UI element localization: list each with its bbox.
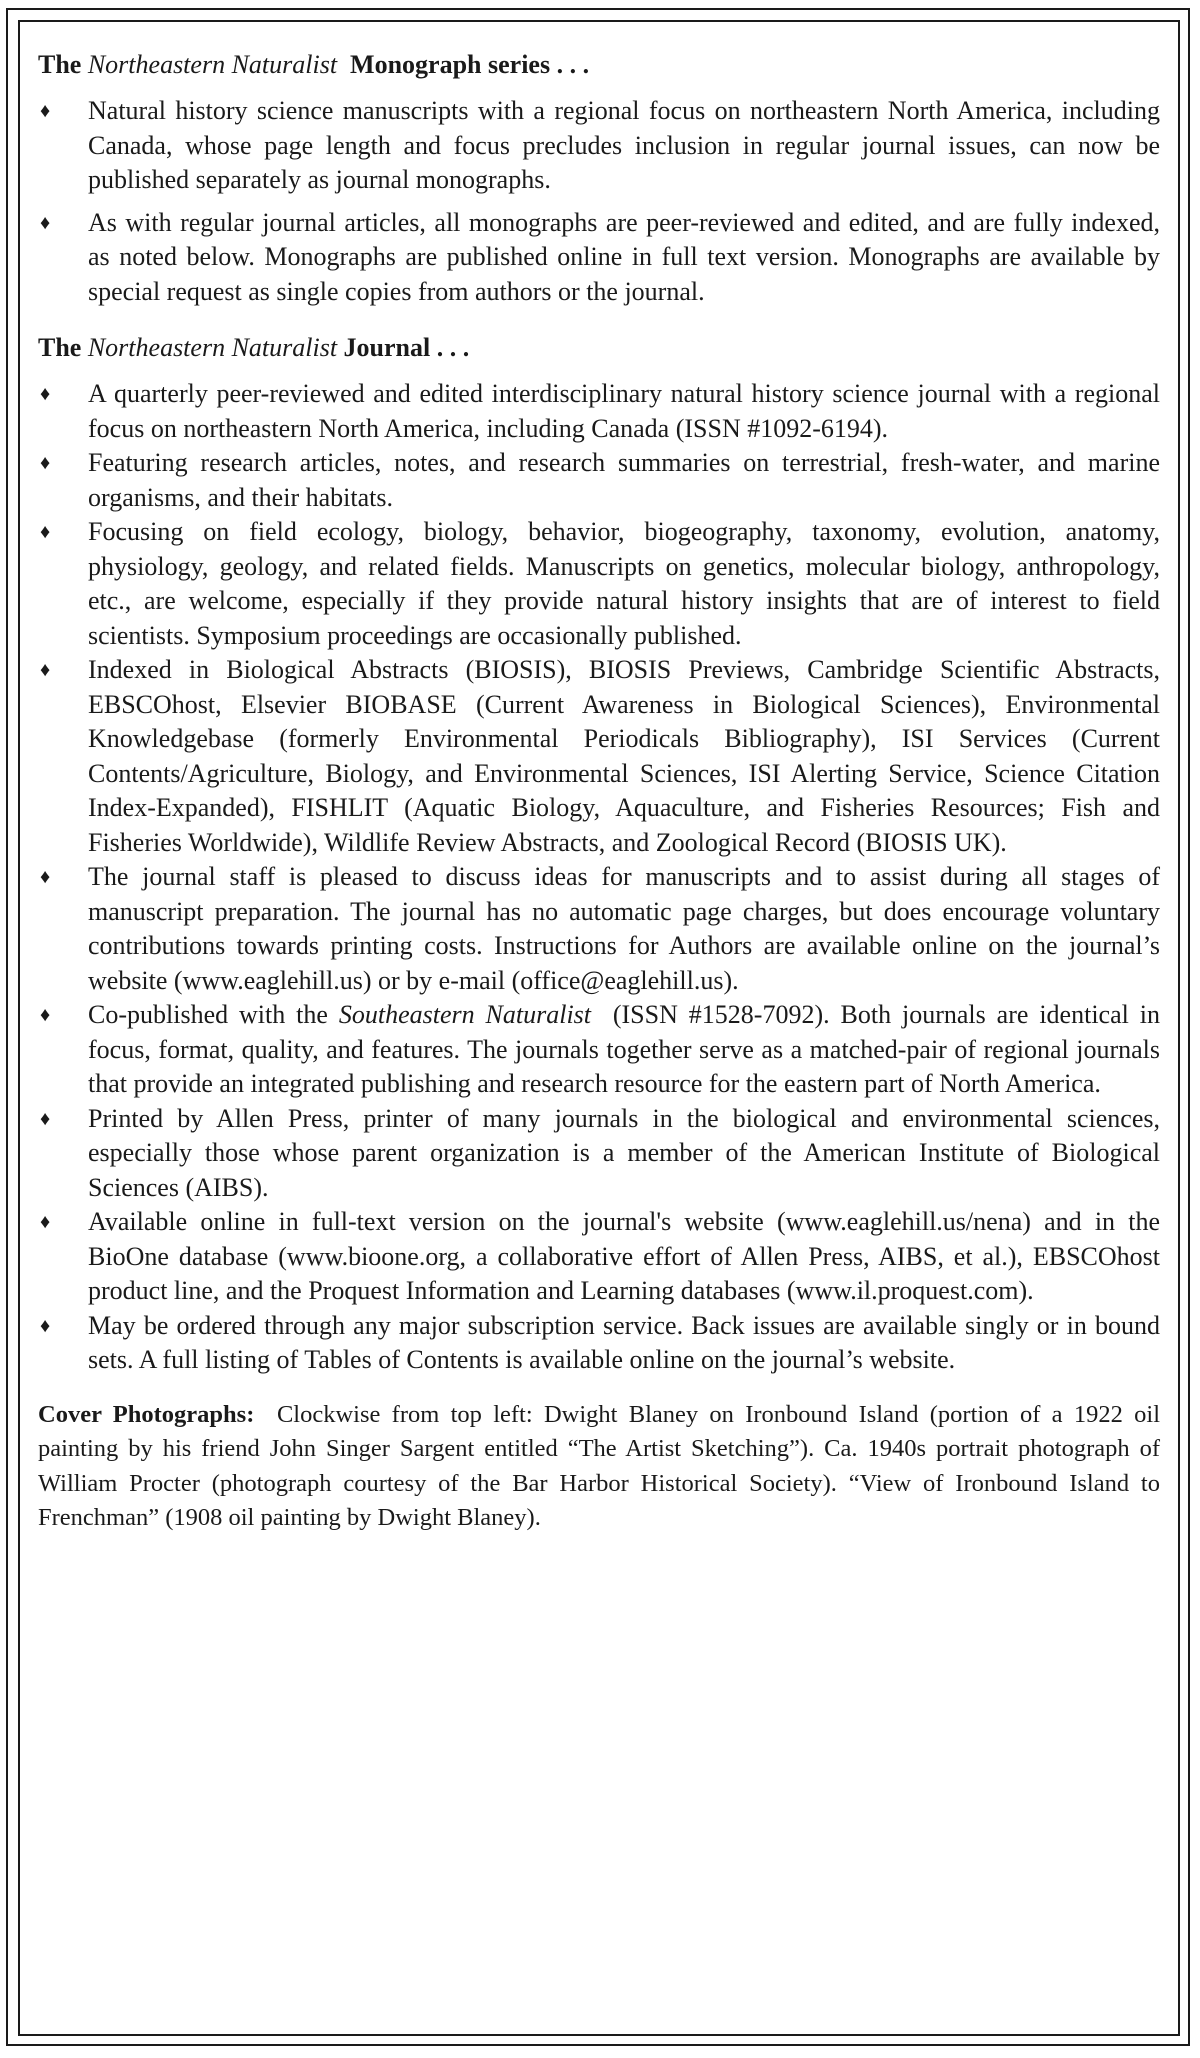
cover-photographs-caption: Cover Photographs: Clockwise from top left: Dwight Blaney on Ironbound Island (portion of a 1922 oil painting by his friend John Singer Sargent entitled “The Artist Sketching”). Ca. 1940s portrait photograph of William Procter (photograph courtesy of the Bar Harbor Historical Society). “View of Ironbound Island to Frenchman” (1908 oil painting by Dwight Blaney).	[38, 1400, 1167, 1531]
list-item: ♦ Co-published with the Southeastern Naturalist (ISSN #1528-7092). Both journals are identical in focus, format, quality, and features. The journals together serve as a matched-pair of regional journals that provide an integrated publishing and research resource for the eastern part of North America.	[40, 1000, 1167, 1098]
list-item: ♦ The journal staff is pleased to discuss ideas for manuscripts and to assist during all stages of manuscript preparation. The journal has no automatic page charges, but does encourage voluntary contributions towards printing costs. Instructions for Authors are available online on the journal’s website (www.eaglehill.us) or by e-mail (office@eaglehill.us).	[40, 862, 1160, 995]
diamond-bullet-icon: ♦	[40, 1004, 51, 1026]
list-item: ♦ Focusing on field ecology, biology, behavior, biogeography, taxonomy, evolution, anatomy, physiology, geology, and related fields. Manuscripts on genetics, molecular biology, anthropology, etc., are welcome, especially if they provide natural history insights that are of interest to field scientists. Symposium proceedings are occasionally published.	[40, 517, 1160, 650]
diamond-bullet-icon: ♦	[40, 866, 51, 888]
list-item: ♦ As with regular journal articles, all monographs are peer-reviewed and edited, and are fully indexed, as noted below. Monographs are published online in full text version. Monographs are available by special request as single copies from authors or the journal.	[40, 207, 1160, 306]
diamond-bullet-icon: ♦	[40, 383, 51, 405]
monograph-heading: The Northeastern Naturalist Monograph series . . .	[38, 50, 590, 79]
diamond-bullet-icon: ♦	[40, 211, 51, 234]
list-item: ♦ Printed by Allen Press, printer of many journals in the biological and environmental sciences, especially those whose parent organization is a member of the American Institute of Biological Sciences (AIBS).	[40, 1103, 1160, 1202]
journal-bullet-list	[38, 377, 1167, 1378]
list-item: ♦ May be ordered through any major subscription service. Back issues are available singly or in bound sets. A full listing of Tables of Contents is available online on the journal’s website.	[40, 1310, 1160, 1374]
journal-heading: The Northeastern Naturalist Journal . . .	[38, 333, 470, 362]
list-item: ♦ A quarterly peer-reviewed and edited interdisciplinary natural history science journal with a regional focus on northeastern North America, including Canada (ISSN #1092-6194).	[40, 379, 1160, 443]
diamond-bullet-icon: ♦	[40, 100, 51, 122]
diamond-bullet-icon: ♦	[40, 1314, 51, 1337]
list-item: ♦ Available online in full-text version on the journal's website (www.eaglehill.us/nena) and in the BioOne database (www.bioone.org, a collaborative effort of Allen Press, AIBS, et al.), EBSCOhost product line, and the Proquest Information and Learning databases (www.il.proquest.com).	[40, 1207, 1160, 1305]
list-item: ♦ Indexed in Biological Abstracts (BIOSIS), BIOSIS Previews, Cambridge Scientific Abstracts, EBSCOhost, Elsevier BIOBASE (Current Awareness in Biological Sciences), Environmental Knowledgebase (formerly Environmental Periodicals Bibliography), ISI Services (Current Contents/Agriculture, Biology, and Environmental Sciences, ISI Alerting Service, Science Citation Index-Expanded), FISHLIT (Aquatic Biology, Aquaculture, and Fisheries Resources; Fish and Fisheries Worldwide), Wildlife Review Abstracts, and Zoological Record (BIOSIS UK).	[40, 655, 1160, 857]
journal-title: Southeastern Naturalist	[338, 1000, 592, 1029]
diamond-bullet-icon: ♦	[40, 521, 51, 543]
journal-title: Northeastern Naturalist	[87, 333, 338, 362]
cover-photographs-label: Cover Photographs:	[38, 1400, 255, 1428]
list-item: ♦ Natural history science manuscripts with a regional focus on northeastern North America, including Canada, whose page length and focus precludes inclusion in regular journal issues, can now be published separately as journal monographs.	[40, 96, 1160, 194]
diamond-bullet-icon: ♦	[40, 1107, 51, 1130]
diamond-bullet-icon: ♦	[40, 659, 51, 681]
monograph-bullet-list	[38, 94, 1160, 309]
diamond-bullet-icon: ♦	[40, 452, 51, 474]
document-content	[38, 40, 1167, 1536]
diamond-bullet-icon: ♦	[40, 1211, 51, 1233]
list-item: ♦ Featuring research articles, notes, and research summaries on terrestrial, fresh-water, and marine organisms, and their habitats.	[40, 448, 1160, 512]
journal-title: Northeastern Naturalist	[87, 50, 338, 79]
